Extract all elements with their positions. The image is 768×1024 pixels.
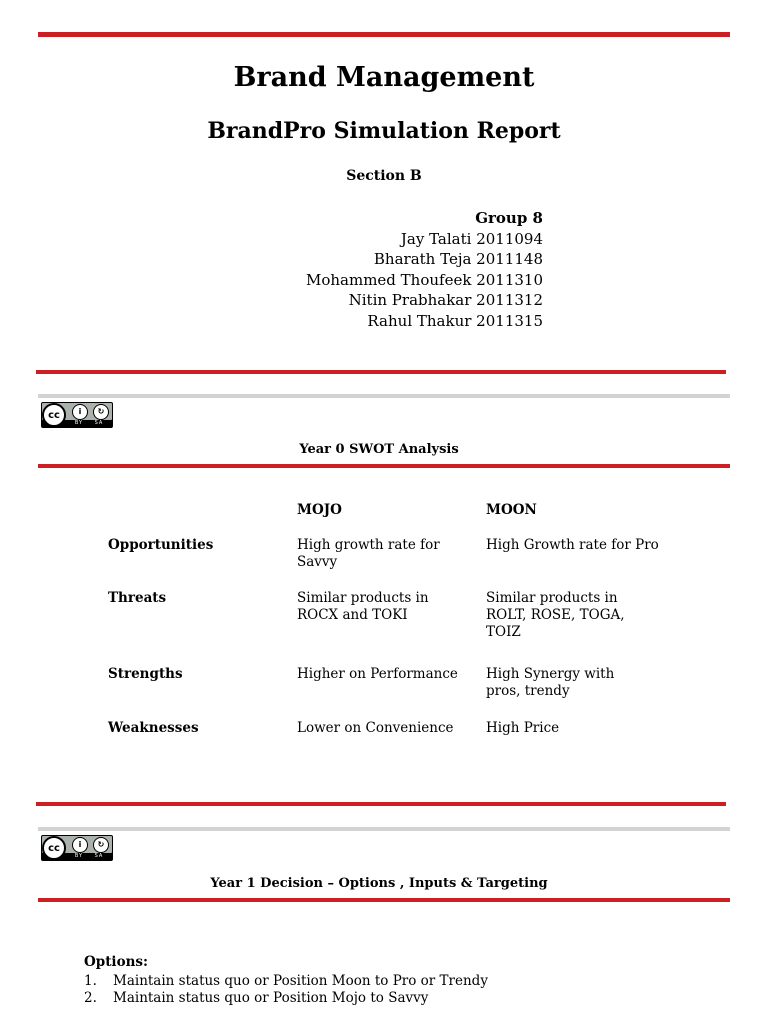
column-header-mojo: MOJO (297, 502, 342, 518)
sa-label: SA (94, 420, 104, 426)
cell-mojo-strengths: Higher on Performance (297, 666, 458, 682)
option-text: Maintain status quo or Position Mojo to Savvy (113, 990, 429, 1006)
group-members (306, 208, 543, 331)
member-4: Nitin Prabhakar 2011312 (348, 291, 543, 309)
cell-moon-opportunities: High Growth rate for Pro (486, 537, 659, 553)
share-alike-icon: ↻ (93, 837, 109, 853)
report-subtitle: BrandPro Simulation Report (207, 118, 561, 144)
attribution-icon: i (72, 404, 88, 420)
sa-label: SA (94, 853, 104, 859)
by-label: BY (74, 420, 84, 426)
row-label-threats: Threats (108, 590, 167, 606)
column-header-moon: MOON (486, 502, 537, 518)
row-label-strengths: Strengths (108, 666, 183, 682)
year1-heading: Year 1 Decision – Options , Inputs & Targeting (210, 876, 548, 891)
row-label-weaknesses: Weaknesses (108, 720, 199, 736)
year1-heading-underline (38, 898, 730, 902)
slide-divider-red-2 (36, 802, 726, 806)
attribution-icon: i (72, 837, 88, 853)
document-title: Brand Management (233, 62, 535, 93)
by-label: BY (74, 853, 84, 859)
top-divider (38, 32, 730, 37)
cell-mojo-threats: Similar products in ROCX and TOKI (297, 590, 429, 623)
option-number: 2. (84, 990, 97, 1006)
option-text: Maintain status quo or Position Moon to Pro or Trendy (113, 973, 488, 989)
member-5: Rahul Thakur 2011315 (367, 311, 543, 330)
slide-divider-red (36, 370, 726, 374)
group-name: Group 8 (475, 209, 543, 227)
share-alike-icon: ↻ (93, 404, 109, 420)
cell-moon-strengths: High Synergy with pros, trendy (486, 666, 615, 699)
options-title: Options: (84, 954, 148, 970)
section-label: Section B (346, 168, 422, 184)
member-2: Bharath Teja 2011148 (373, 250, 543, 268)
row-label-opportunities: Opportunities (108, 537, 214, 553)
option-number: 1. (84, 973, 97, 989)
cc-icon: cc (42, 836, 66, 860)
slide-divider-gray-2 (38, 827, 730, 831)
option-item (84, 973, 488, 989)
member-1: Jay Talati 2011094 (400, 229, 543, 248)
cc-icon: cc (42, 403, 66, 427)
cc-license-badge (41, 402, 113, 428)
option-item (84, 990, 428, 1006)
cell-mojo-weaknesses: Lower on Convenience (297, 720, 454, 736)
cell-moon-weaknesses: High Price (486, 720, 560, 736)
cc-license-badge-2 (41, 835, 113, 861)
cell-moon-threats: Similar products in ROLT, ROSE, TOGA, TOIZ (486, 590, 625, 640)
swot-heading-underline (38, 464, 730, 468)
member-3: Mohammed Thoufeek 2011310 (305, 270, 543, 289)
cell-mojo-opportunities: High growth rate for Savvy (297, 537, 440, 570)
swot-heading: Year 0 SWOT Analysis (299, 442, 459, 457)
slide-divider-gray (38, 394, 730, 398)
